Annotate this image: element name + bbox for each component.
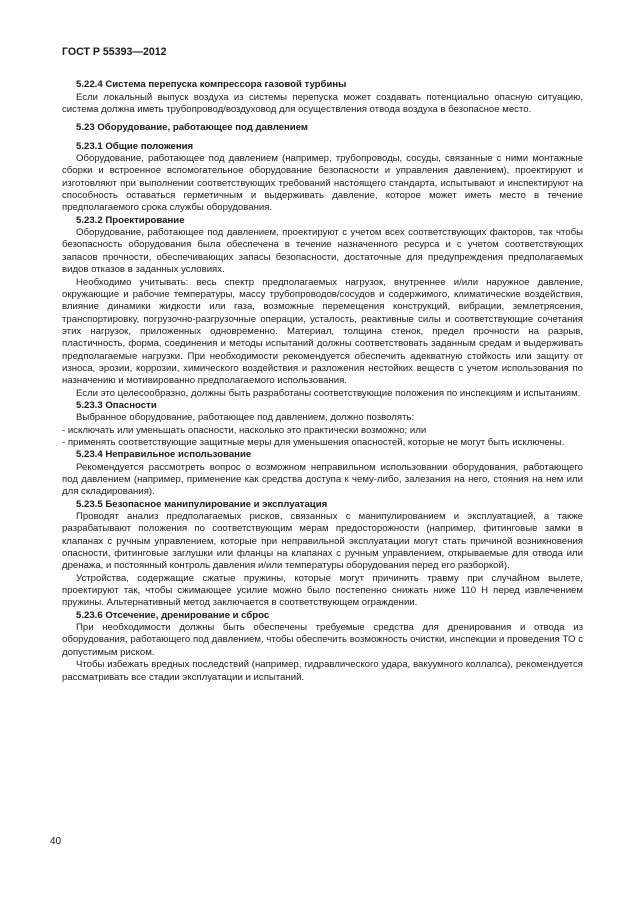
paragraph: Если это целесообразно, должны быть разработаны соответствующие положения по инспекциям и испытаниям. [76, 387, 581, 399]
heading-5-23-4: 5.23.4 Неправильное использование [76, 449, 252, 461]
list-item: - исключать или уменьшать опасности, насколько это практически возможно; или [62, 424, 427, 436]
heading-5-23-3: 5.23.3 Опасности [76, 399, 157, 411]
heading-5-23-2: 5.23.2 Проектирование [76, 214, 185, 226]
paragraph: Необходимо учитывать: весь спектр предполагаемых нагрузок, внутреннее и/или наружное давление, окружающие и рабочие температуры, массу трубопроводов/сосудов и содержимого, климатические воздействия, влияние динамики жидкости или газа, возможные перемещения конструкций, вибрации, землетрясения, транспортировку, погрузочно-разгрузочные операции, усталость, реактивные силы и соответствующие сочетания этих нагрузок, приложенных одновременно. Материал, толщина стенок, предел прочности на разрыв, пластичность, форма, соединения и методы испытаний должны соответствовать заданным средам и выдерживать предполагаемые нагрузки. При необходимости рекомендуется обеспечить адекватную стойкость или защиту от износа, эрозии, коррозии, химического воздействия и разложения нестойких веществ с учетом использования по назначению и мотивированно предполагаемого использования. [62, 276, 583, 387]
paragraph: Оборудование, работающее под давлением (например, трубопроводы, сосуды, связанные с ними монтажные сборки и встроенное вспомогательное оборудование безопасности и управления давлением), проектируют и изготовляют при выполнении соответствующих требований настоящего стандарта, испытывают и инспектируют на способность оставаться герметичным и выдерживать давление, которое может иметь место в течение предполагаемого срока службы оборудования. [62, 153, 583, 214]
heading-5-23-5: 5.23.5 Безопасное манипулирование и эксплуатация [76, 498, 328, 510]
paragraph: При необходимости должны быть обеспечены требуемые средства для дренирования и отвода из оборудования, работающего под давлением, чтобы обеспечить возможность очистки, инспекции и проведения ТО с допустимым риском. [62, 622, 583, 658]
paragraph: Выбранное оборудование, работающее под давлением, должно позволять: [76, 412, 415, 424]
standard-header: ГОСТ Р 55393—2012 [62, 46, 167, 58]
heading-5-23-6: 5.23.6 Отсечение, дренирование и сброс [76, 609, 270, 621]
heading-5-23: 5.23 Оборудование, работающее под давлением [76, 122, 309, 134]
page-number: 40 [50, 836, 62, 847]
paragraph: Устройства, содержащие сжатые пружины, которые могут причинить травму при случайном вылете, проектируют так, чтобы сжимающее усилие можно было постепенно снижать ниже 110 Н перед извлечением пружины. Альтернативный метод заключается в соответствующем ограждении. [62, 572, 583, 609]
heading-5-23-1: 5.23.1 Общие положения [76, 140, 194, 152]
heading-5-22-4: 5.22.4 Система перепуска компрессора газовой турбины [76, 79, 347, 91]
document-page [62, 46, 583, 684]
paragraph: Чтобы избежать вредных последствий (например, гидравлического удара, вакуумного коллапса), рекомендуется рассматривать все стадии эксплуатации и испытаний. [62, 659, 583, 683]
paragraph: Оборудование, работающее под давлением, проектируют с учетом всех соответствующих факторов, так чтобы безопасность оборудования была обеспечена в течение назначенного ресурса и с учетом соответствующих запасов прочности, обеспечивающих запасы безопасности, достаточные для предупреждения предполагаемых видов отказов в заданных условиях. [62, 227, 583, 276]
paragraph: Проводят анализ предполагаемых рисков, связанных с манипулированием и эксплуатацией, а также разрабатывают положения по соответствующим мерам предосторожности (например, фитинговые замки в клапанах с ручным управлением, которые при неправильной эксплуатации могут стать причиной возникновения опасности, фитинговые заглушки или фланцы на клапанах с ручным управлением, открываемые для отвода или дренажа, и постоянный контроль давления и/или температуры оборудования перед его разборкой). [62, 511, 583, 572]
paragraph: Рекомендуется рассмотреть вопрос о возможном неправильном использовании оборудования, работающего под давлением (например, применение как средства доступа к чему-либо, залезания на него, стояния на нем или для складирования). [62, 461, 583, 498]
list-item: - применять соответствующие защитные меры для уменьшения опасностей, которые не могут быть исключены. [62, 436, 565, 448]
paragraph: Если локальный выпуск воздуха из системы перепуска может создавать потенциально опасную ситуацию, система должна иметь трубопровод/воздуховод для осуществления отвода воздуха в безопасное место. [62, 91, 583, 116]
